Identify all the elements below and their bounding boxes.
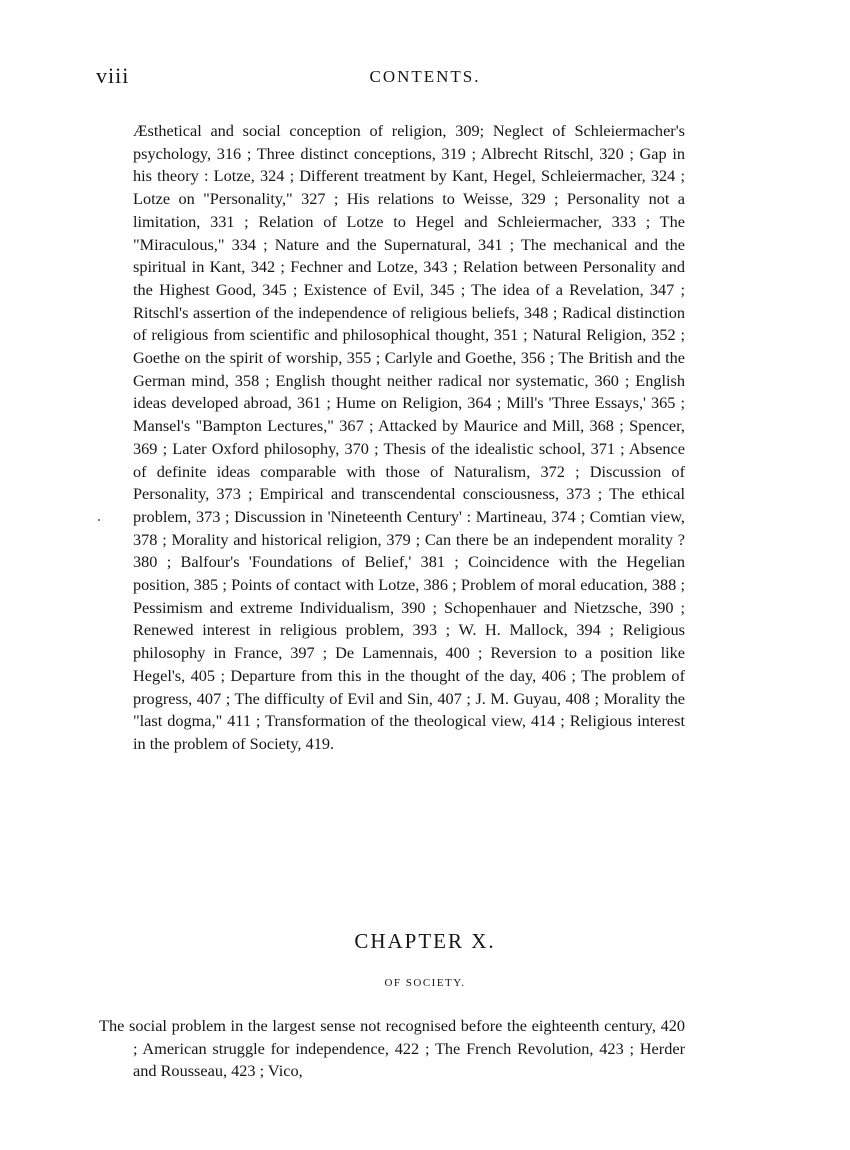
margin-speck bbox=[98, 519, 100, 521]
chapter-ix-summary-paragraph: Æsthetical and social conception of religion, 309; Neglect of Schleiermacher's psychology, 316 ; Three distinct conceptions, 319 ; Albrecht Ritschl, 320 ; Gap in his theory : Lotze, 324 ; Different treatment by Kant, Hegel, Schleiermacher, 324 ; Lotze on "Personality," 327 ; His relations to Weisse, 329 ; Personality not a limitation, 331 ; Relation of Lotze to Hegel and Schleiermacher, 333 ; The "Miraculous," 334 ; Nature and the Supernatural, 341 ; The mechanical and the spiritual in Kant, 342 ; Fechner and Lotze, 343 ; Relation between Personality and the Highest Good, 345 ; Existence of Evil, 345 ; The idea of a Revelation, 347 ; Ritschl's assertion of the independence of religious beliefs, 348 ; Radical distinction of religious from scientific and philosophical thought, 351 ; Natural Religion, 352 ; Goethe on the spirit of worship, 355 ; Carlyle and Goethe, 356 ; The British and the German mind, 358 ; English thought neither radical nor systematic, 360 ; English ideas developed abroad, 361 ; Hume on Religion, 364 ; Mill's 'Three Essays,' 365 ; Mansel's "Bampton Lectures," 367 ; Attacked by Maurice and Mill, 368 ; Spencer, 369 ; Later Oxford philosophy, 370 ; Thesis of the idealistic school, 371 ; Absence of definite ideas comparable with those of Naturalism, 372 ; Discussion of Personality, 373 ; Empirical and transcendental consciousness, 373 ; The ethical problem, 373 ; Discussion in 'Nineteenth Century' : Martineau, 374 ; Comtian view, 378 ; Morality and historical religion, 379 ; Can there be an independent morality ? 380 ; Balfour's 'Foundations of Belief,' 381 ; Coincidence with the Hegelian position, 385 ; Points of contact with Lotze, 386 ; Problem of moral education, 388 ; Pessimism and extreme Individualism, 390 ; Schopenhauer and Nietzsche, 390 ; Renewed interest in religious problem, 393 ; W. H. Mallock, 394 ; Religious philosophy in France, 397 ; De Lamennais, 400 ; Reversion to a position like Hegel's, 405 ; Departure from this in the thought of the day, 406 ; The problem of progress, 407 ; The difficulty of Evil and Sin, 407 ; J. M. Guyau, 408 ; Morality the "last dogma," 411 ; Transformation of the theological view, 414 ; Religious interest in the problem of Society, 419. bbox=[133, 121, 685, 753]
chapter-x-summary-paragraph: The social problem in the largest sense not recognised before the eighteenth century, 420 ; American struggle for independence, 422 ; The French Revolution, 423 ; Herder and Rousseau, 423 ; Vico, bbox=[99, 1016, 685, 1081]
running-title: CONTENTS. bbox=[369, 67, 481, 86]
page-number: viii bbox=[96, 63, 130, 88]
chapter-x-subtitle: OF SOCIETY. bbox=[384, 977, 466, 989]
chapter-x-heading: CHAPTER X. bbox=[354, 929, 496, 953]
